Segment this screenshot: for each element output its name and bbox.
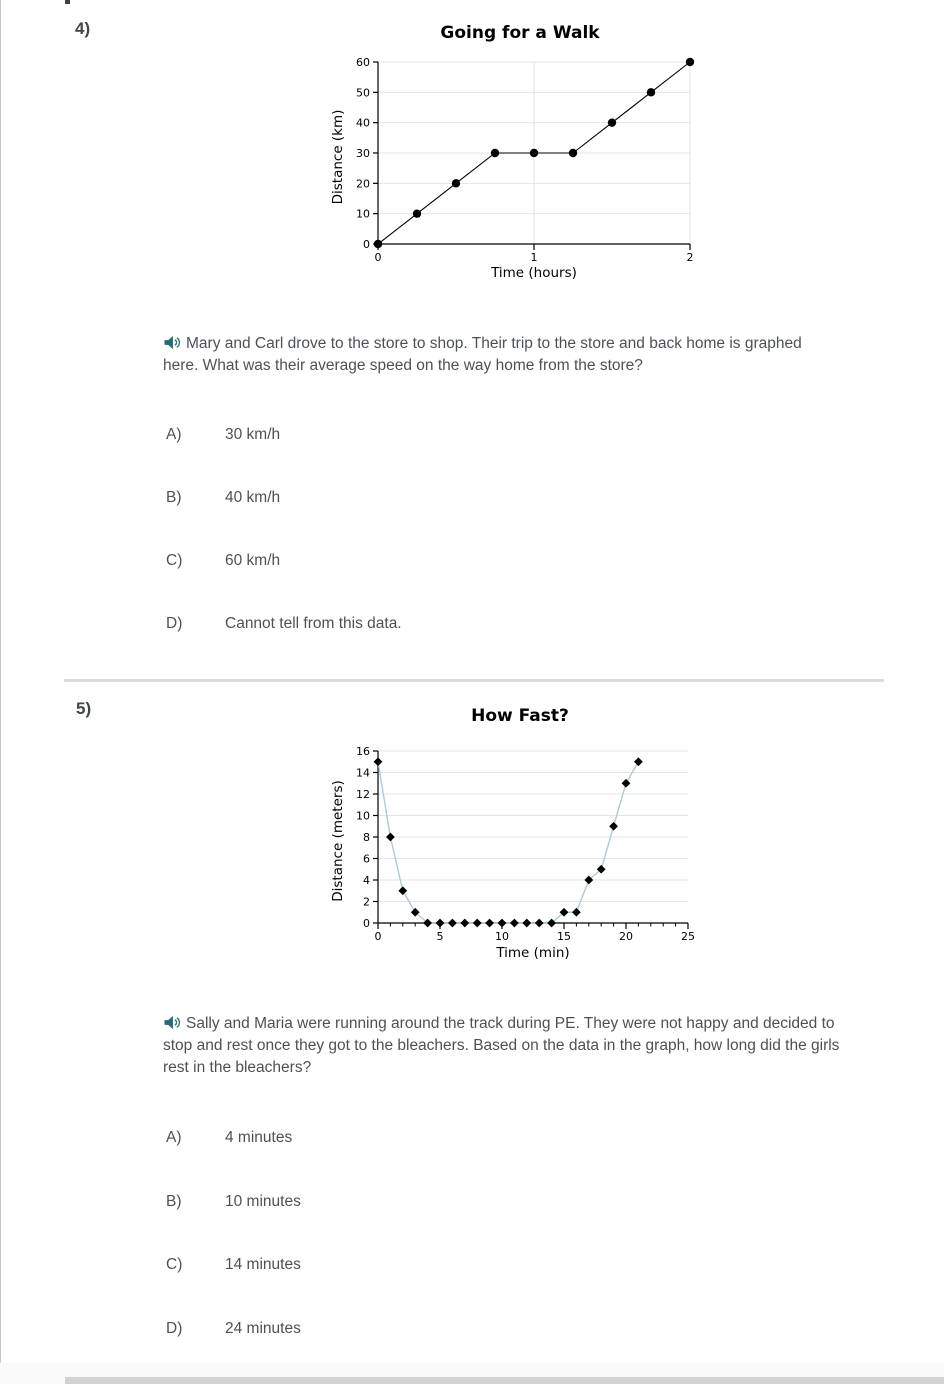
choice-text: 4 minutes — [225, 1129, 293, 1146]
choice-letter: C) — [166, 552, 183, 569]
choice-letter: A) — [166, 426, 182, 443]
svg-text:14: 14 — [356, 766, 370, 780]
chart-title: How Fast? — [471, 706, 569, 726]
svg-text:10: 10 — [356, 809, 370, 823]
svg-text:10: 10 — [356, 207, 370, 221]
question-prompt: Mary and Carl drove to the store to shop. Their trip to the store and back home is graphed here. What was their average speed on the way home from the store? — [163, 335, 802, 374]
choice-b[interactable] — [166, 488, 666, 508]
svg-text:20: 20 — [619, 930, 633, 943]
choice-letter: C) — [166, 1256, 183, 1273]
choice-a[interactable] — [166, 1128, 666, 1148]
choice-text: 10 minutes — [225, 1193, 301, 1210]
choice-text: 24 minutes — [225, 1320, 301, 1337]
svg-text:15: 15 — [557, 930, 571, 943]
question-number: 4) — [75, 19, 91, 38]
chart-title: Going for a Walk — [440, 23, 600, 43]
choice-text: 40 km/h — [225, 489, 281, 506]
choice-letter: D) — [166, 1320, 183, 1337]
choice-c[interactable] — [166, 1255, 666, 1275]
question-divider — [64, 679, 884, 682]
choice-a[interactable] — [166, 425, 666, 445]
svg-text:40: 40 — [356, 116, 370, 130]
choice-text: 60 km/h — [225, 552, 281, 569]
svg-text:16: 16 — [356, 745, 370, 758]
choice-d[interactable] — [166, 1319, 666, 1339]
question-prompt-row — [163, 333, 823, 377]
page-left-border — [0, 0, 1, 1374]
svg-text:2: 2 — [686, 251, 694, 264]
choice-d[interactable] — [166, 614, 666, 634]
choice-b[interactable] — [166, 1192, 666, 1212]
svg-text:0: 0 — [374, 930, 382, 943]
question-prompt: Sally and Maria were running around the track during PE. They were not happy and decided to stop and rest once they got to the bleachers. Based on the data in the graph, how long did the girls rest in the bleachers? — [163, 1015, 840, 1076]
svg-text:50: 50 — [356, 86, 370, 100]
choice-text: 30 km/h — [225, 426, 281, 443]
next-section-divider — [65, 1377, 944, 1384]
svg-text:8: 8 — [363, 831, 370, 844]
chart-block-going-for-a-walk — [330, 18, 710, 293]
choice-letter: A) — [166, 1129, 182, 1146]
svg-text:Distance (km): Distance (km) — [330, 109, 346, 205]
choice-letter: B) — [166, 489, 182, 506]
svg-text:Time (min): Time (min) — [496, 945, 570, 961]
svg-text:0: 0 — [363, 238, 370, 251]
svg-text:20: 20 — [356, 177, 370, 191]
question-number: 5) — [76, 699, 92, 718]
svg-text:4: 4 — [363, 874, 370, 887]
svg-text:10: 10 — [495, 930, 509, 943]
speaker-icon[interactable] — [163, 335, 181, 350]
svg-text:0: 0 — [374, 251, 382, 264]
svg-text:60: 60 — [356, 56, 370, 69]
svg-text:12: 12 — [356, 788, 370, 801]
svg-text:25: 25 — [681, 930, 695, 943]
chart-block-how-fast — [330, 700, 710, 962]
svg-text:2: 2 — [363, 895, 370, 909]
svg-text:30: 30 — [356, 147, 370, 160]
svg-text:Distance (meters): Distance (meters) — [330, 780, 346, 902]
choice-text: Cannot tell from this data. — [225, 615, 402, 632]
svg-text:0: 0 — [363, 917, 370, 930]
clipped-element-artifact — [65, 0, 70, 4]
svg-text:6: 6 — [363, 852, 370, 866]
choice-letter: B) — [166, 1193, 182, 1210]
choice-letter: D) — [166, 615, 183, 632]
svg-text:Time (hours): Time (hours) — [491, 265, 577, 281]
svg-text:5: 5 — [436, 930, 444, 943]
svg-text:1: 1 — [530, 251, 538, 264]
going-for-a-walk-line-chart — [330, 48, 710, 293]
choice-c[interactable] — [166, 551, 666, 571]
choice-text: 14 minutes — [225, 1256, 301, 1273]
question-prompt-row — [163, 1013, 855, 1079]
how-fast-line-chart — [330, 732, 710, 962]
speaker-icon[interactable] — [163, 1015, 181, 1030]
